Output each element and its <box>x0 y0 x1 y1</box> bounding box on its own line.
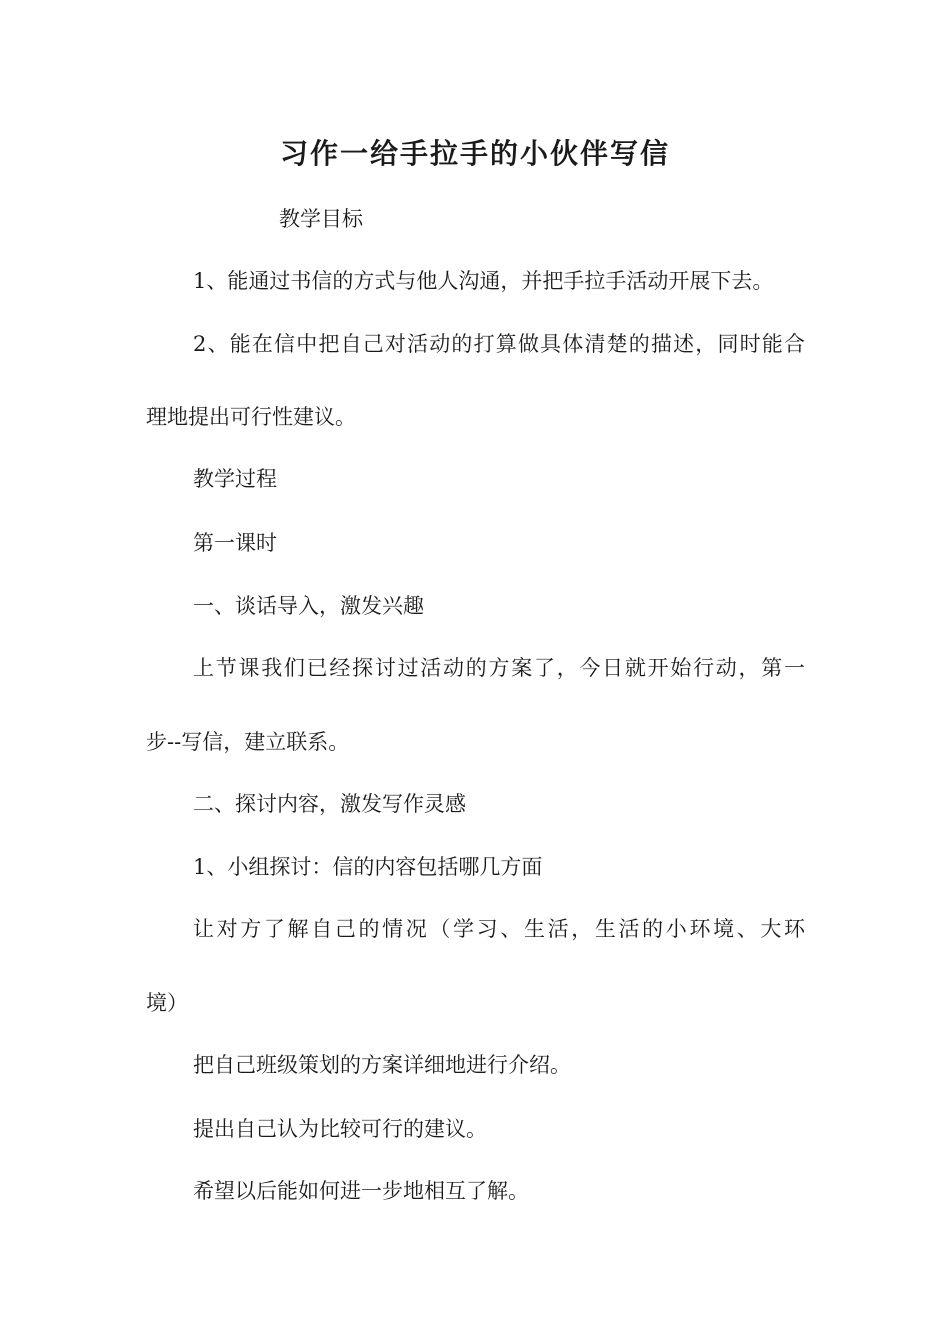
paragraph-line: 步--写信，建立联系。 <box>146 730 350 754</box>
paragraph-line: 1、小组探讨：信的内容包括哪几方面 <box>193 855 543 879</box>
paragraph-line: 1、能通过书信的方式与他人沟通，并把手拉手活动开展下去。 <box>193 269 774 293</box>
paragraph-line: 提出自己认为比较可行的建议。 <box>193 1117 487 1141</box>
paragraph-line: 希望以后能如何进一步地相互了解。 <box>193 1179 529 1203</box>
paragraph-line: 一、谈话导入，激发兴趣 <box>193 594 424 618</box>
paragraph-line: 教学目标 <box>279 207 363 231</box>
paragraph-line: 让对方了解自己的情况（学习、生活，生活的小环境、大环 <box>193 917 805 941</box>
paragraph-line: 上节课我们已经探讨过活动的方案了，今日就开始行动，第一 <box>193 656 805 680</box>
paragraph-line: 2、能在信中把自己对活动的打算做具体清楚的描述，同时能合 <box>193 332 805 356</box>
paragraph-line: 理地提出可行性建议。 <box>146 405 356 429</box>
paragraph-line: 把自己班级策划的方案详细地进行介绍。 <box>193 1053 571 1077</box>
document-title: 习作一给手拉手的小伙伴写信 <box>279 137 670 170</box>
paragraph-line: 二、探讨内容，激发写作灵感 <box>193 792 466 816</box>
paragraph-line: 境） <box>146 991 188 1015</box>
paragraph-line: 第一课时 <box>193 531 277 555</box>
paragraph-line: 教学过程 <box>193 467 277 491</box>
